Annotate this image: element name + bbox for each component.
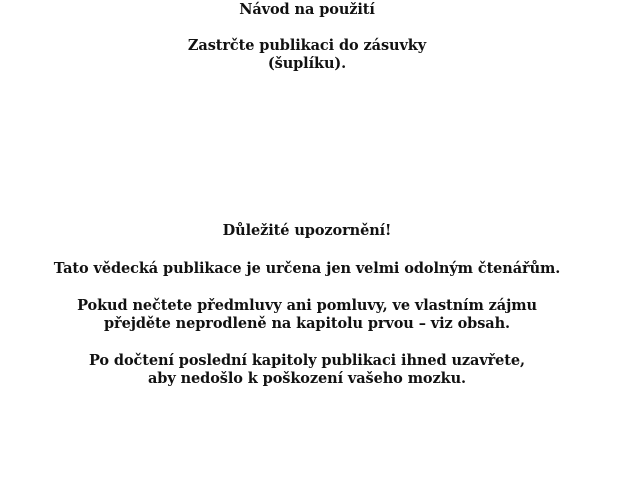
advice-line: přejděte neprodleně na kapitolu prvou – viz obsah. bbox=[104, 315, 510, 332]
instruction-line: (šuplíku). bbox=[267, 55, 347, 72]
page-title: Návod na použití bbox=[239, 1, 375, 18]
warning-intro: Tato vědecká publikace je určena jen velmi odolným čtenářům. bbox=[53, 260, 561, 277]
advice-line: Pokud nečtete předmluvy ani pomluvy, ve vlastním zájmu bbox=[77, 297, 537, 314]
closing-line: aby nedošlo k poškození vašeho mozku. bbox=[148, 370, 466, 387]
warning-heading: Důležité upozornění! bbox=[222, 222, 392, 239]
instruction-line: Zastrčte publikaci do zásuvky bbox=[187, 37, 427, 54]
closing-line: Po dočtení poslední kapitoly publikaci ihned uzavřete, bbox=[89, 352, 525, 369]
